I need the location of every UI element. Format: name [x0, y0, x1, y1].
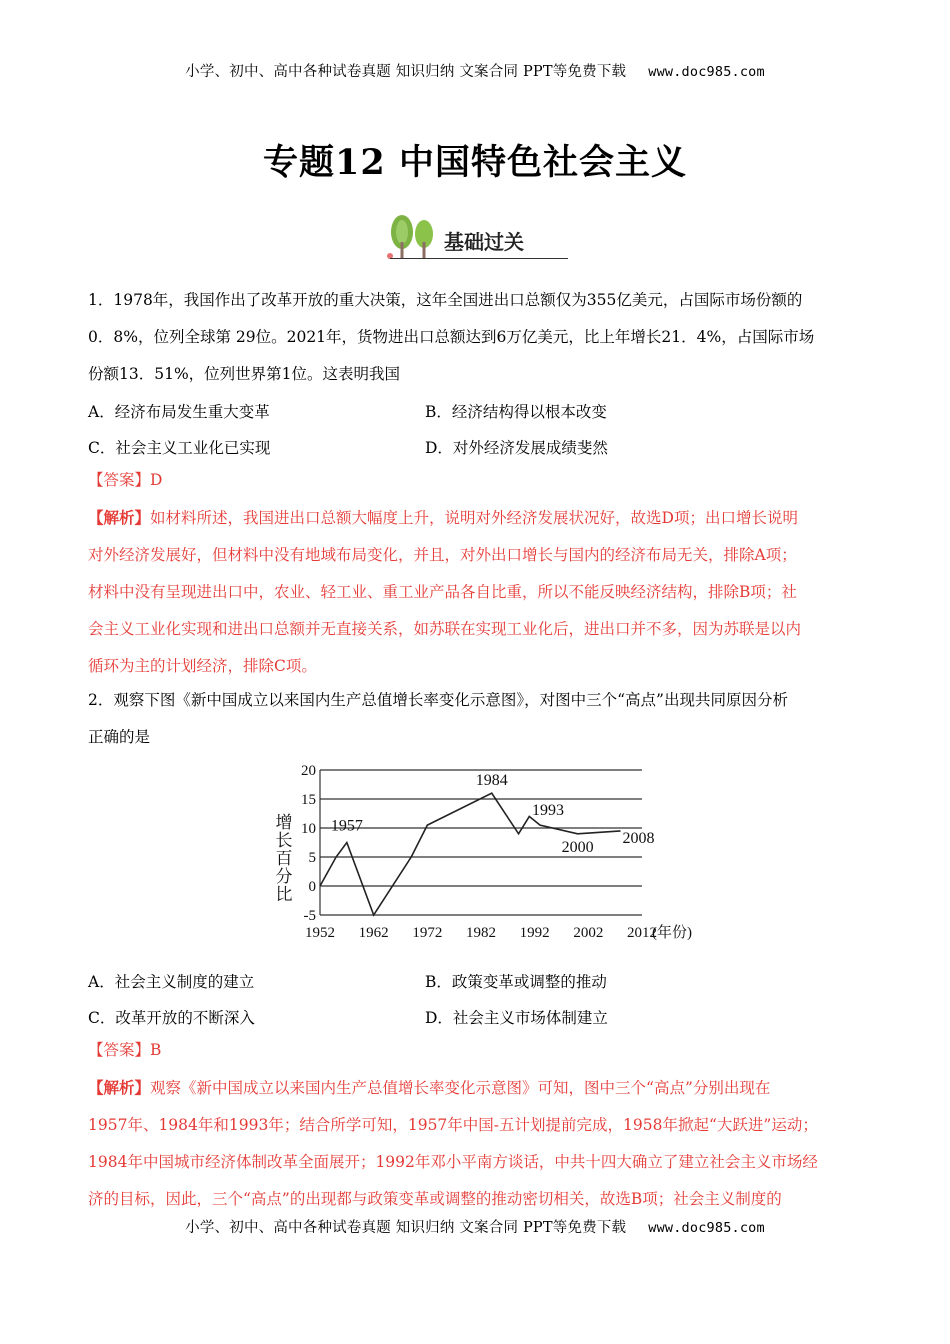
- x-tick-1962: 1962: [358, 925, 389, 941]
- question-2: [88, 682, 864, 756]
- x-tick-1972: 1972: [412, 925, 443, 941]
- question-1: [88, 282, 864, 393]
- x-tick-1952: 1952: [305, 925, 335, 941]
- gdp-growth-chart: [262, 760, 692, 945]
- section-badge: [382, 212, 570, 262]
- header-url[interactable]: www.doc985.com: [648, 64, 765, 80]
- x-tick-2012: 2012: [627, 925, 657, 941]
- tree-icon: [382, 212, 442, 260]
- q1-option-a: A．经济布局发生重大变革: [88, 403, 270, 421]
- q1-answer: 【答案】D: [88, 471, 163, 489]
- q2-answer-block: [88, 1032, 864, 1218]
- q2-explanation-line-2: 1957年、1984年和1993年；结合所学可知，1957年中国-五计划提前完成，1958年掀起“大跃进”运动；: [88, 1116, 818, 1134]
- badge-label: 基础过关: [444, 230, 524, 254]
- y-label-char-2: 百: [275, 849, 293, 869]
- x-tick-1992: 1992: [519, 925, 550, 941]
- q2-option-d: D．社会主义市场体制建立: [425, 1009, 608, 1027]
- q1-explanation-line-3: 材料中没有呈现进出口中，农业、轻工业、重工业产品各自比重，所以不能反映经济结构，排除B项；社: [88, 583, 797, 601]
- q2-line-1: 2．观察下图《新中国成立以来国内生产总值增长率变化示意图》，对图中三个“高点”出现共同原因分析: [88, 691, 788, 709]
- page-header: [0, 60, 950, 81]
- q2-option-c: C．改革开放的不断深入: [88, 1009, 255, 1027]
- q2-line-2: 正确的是: [88, 728, 151, 746]
- q1-explanation-line-4: 会主义工业化实现和进出口总额并无直接关系，如苏联在实现工业化后，进出口并不多，因为苏联是以内: [88, 620, 802, 638]
- q1-explanation-text-1: 如材料所述，我国进出口总额大幅度上升，说明对外经济发展状况好，故选D项；出口增长说明: [150, 509, 798, 527]
- chart-grid: [320, 770, 642, 915]
- y-tick-10: 10: [301, 821, 316, 837]
- annotation-2000: 2000: [561, 838, 594, 856]
- q1-line-2: 0．8%，位列全球第 29位。2021年，货物进出口总额达到6万亿美元，比上年增长21．4%，占国际市场: [88, 328, 815, 346]
- x-axis-label: (年份): [652, 925, 692, 941]
- q1-explanation-line-2: 对外经济发展好，但材料中没有地域布局变化，并且，对外出口增长与国内的经济布局无关，排除A项；: [88, 546, 797, 564]
- page-title: 专题12 中国特色社会主义: [263, 142, 687, 183]
- q1-line-1: 1．1978年，我国作出了改革开放的重大决策，这年全国进出口总额仅为355亿美元，占国际市场份额的: [88, 291, 803, 309]
- annotation-1993: 1993: [532, 802, 565, 820]
- y-label-char-3: 分: [275, 867, 293, 887]
- q2-explanation-line-4: 济的目标，因此，三个“高点”的出现都与政策变革或调整的推动密切相关，故选B项；社会主义制度的: [88, 1190, 782, 1208]
- q2-answer: 【答案】B: [88, 1041, 162, 1059]
- y-label-char-0: 增: [275, 813, 293, 833]
- q2-option-a: A．社会主义制度的建立: [88, 973, 255, 991]
- q1-explanation-line-5: 循环为主的计划经济，排除C项。: [88, 657, 317, 675]
- q2-explanation-line-1: [88, 1069, 864, 1107]
- q1-explanation-label: 【解析】: [88, 508, 151, 527]
- page-footer: [0, 1216, 950, 1237]
- y-tick-20: 20: [301, 763, 316, 779]
- y-tick-5: 5: [308, 850, 316, 866]
- x-tick-2002: 2002: [573, 925, 604, 941]
- y-label-char-1: 长: [275, 831, 293, 851]
- q1-line-3: 份额13．51%，位列世界第1位。这表明我国: [88, 365, 401, 383]
- q2-explanation-text-1: 观察《新中国成立以来国内生产总值增长率变化示意图》可知，图中三个“高点”分别出现在: [150, 1079, 771, 1097]
- badge-underline: [390, 258, 568, 259]
- annotation-2008: 2008: [622, 829, 655, 847]
- chart-annotations: [331, 772, 655, 856]
- footer-text: 小学、初中、高中各种试卷真题 知识归纳 文案合同 PPT等免费下载: [185, 1220, 627, 1236]
- x-tick-labels: [305, 923, 692, 941]
- y-tick--5: -5: [303, 908, 316, 924]
- q1-explanation-line-1: [88, 499, 864, 537]
- y-tick-0: 0: [308, 879, 316, 895]
- x-tick-1982: 1982: [466, 925, 496, 941]
- q1-option-d: D．对外经济发展成绩斐然: [425, 439, 608, 457]
- annotation-1984: 1984: [475, 772, 508, 790]
- header-text: 小学、初中、高中各种试卷真题 知识归纳 文案合同 PPT等免费下载: [185, 64, 627, 80]
- q1-option-b: B．经济结构得以根本改变: [425, 403, 607, 421]
- q2-explanation-label: 【解析】: [88, 1078, 151, 1097]
- q2-explanation-line-3: 1984年中国城市经济体制改革全面展开；1992年邓小平南方谈话，中共十四大确立了建立社会主义市场经: [88, 1153, 818, 1171]
- y-label-char-4: 比: [275, 885, 293, 905]
- y-tick-labels: [301, 763, 316, 924]
- q1-option-c: C．社会主义工业化已实现: [88, 439, 271, 457]
- y-tick-15: 15: [301, 792, 316, 808]
- y-axis-label: [276, 813, 293, 905]
- q1-answer-block: [88, 462, 864, 685]
- footer-url[interactable]: www.doc985.com: [648, 1220, 765, 1236]
- q2-option-b: B．政策变革或调整的推动: [425, 973, 607, 991]
- annotation-1957: 1957: [330, 817, 363, 835]
